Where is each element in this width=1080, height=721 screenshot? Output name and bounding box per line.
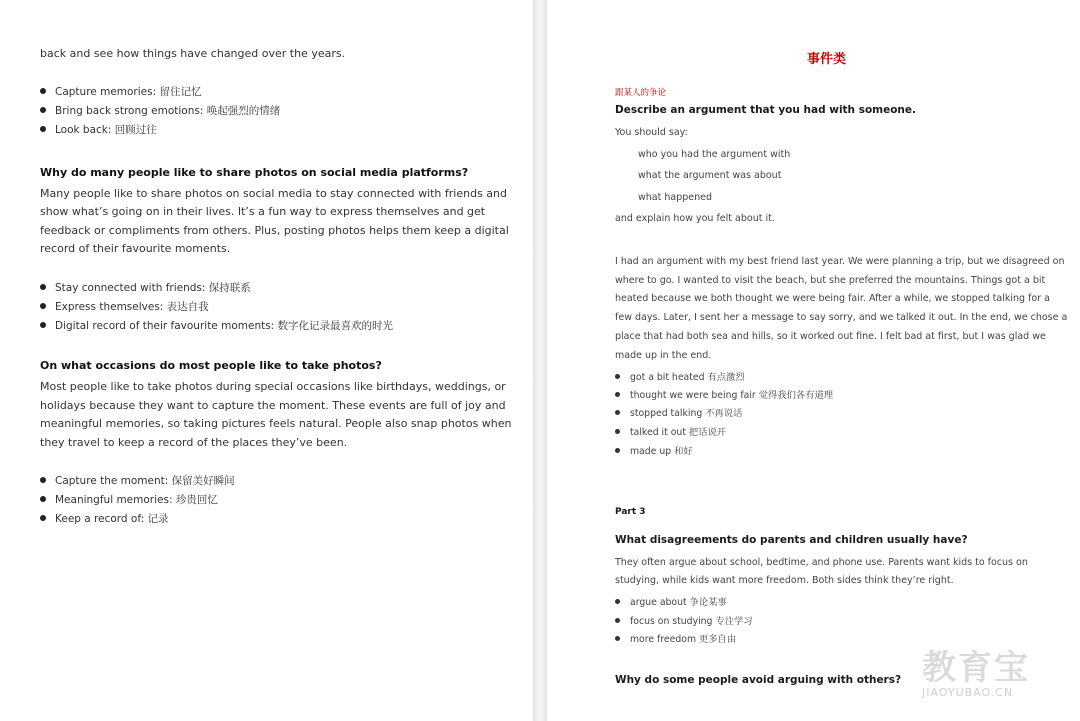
watermark-en: JIAOYUBAO.CN bbox=[922, 686, 1014, 699]
bullet-dot bbox=[615, 636, 620, 641]
watermark-cn: 教育宝 bbox=[922, 648, 1030, 688]
paragraph-line: holidays because they want to capture the moment. These events are full of joy and bbox=[40, 399, 506, 412]
bullet-item: thought we were being fair 觉得我们各有道理 bbox=[615, 387, 833, 401]
topic-label: 跟某人的争论 bbox=[615, 88, 667, 98]
answer-line: few days. Later, I sent her a message to say sorry, and we talked it out. In the end, we chose a bbox=[615, 312, 1068, 323]
bullet-dot bbox=[40, 284, 46, 290]
paragraph-line: Many people like to share photos on social media to stay connected with friends and bbox=[40, 187, 508, 200]
bullet-item: more freedom 更多自由 bbox=[615, 631, 736, 645]
question-heading: Why do some people avoid arguing with others? bbox=[615, 674, 902, 686]
section-title: 事件类 bbox=[807, 52, 847, 67]
cue-card-title: Describe an argument that you had with someone. bbox=[615, 104, 917, 116]
bullet-item: Keep a record of: 记录 bbox=[40, 511, 169, 526]
question-heading: Why do many people like to share photos on social media platforms? bbox=[40, 166, 469, 179]
bullet-dot bbox=[40, 515, 46, 521]
answer-line: They often argue about school, bedtime, and phone use. Parents want kids to focus on bbox=[615, 557, 1028, 568]
answer-line: heated because we both thought we were being fair. After a while, we stopped talking for a bbox=[615, 293, 1050, 304]
you-should-say: You should say: bbox=[615, 127, 688, 138]
bullet-item: argue about 争论某事 bbox=[615, 594, 727, 608]
question-heading: What disagreements do parents and children usually have? bbox=[615, 534, 968, 546]
cue-point: what happened bbox=[638, 192, 713, 203]
answer-line: studying, while kids want more freedom. Both sides think they’re right. bbox=[615, 575, 954, 586]
bullet-dot bbox=[40, 477, 46, 483]
paragraph-line: Most people like to take photos during special occasions like birthdays, weddings, or bbox=[40, 380, 506, 393]
answer-line: place that had both sea and hills, so it worked out fine. I felt bad at first, but I was glad we bbox=[615, 331, 1046, 342]
bullet-dot bbox=[615, 392, 620, 397]
bullet-item: talked it out 把话说开 bbox=[615, 424, 726, 438]
answer-line: made up in the end. bbox=[615, 350, 712, 361]
bullet-item: Express themselves: 表达自我 bbox=[40, 299, 209, 314]
bullet-item: Stay connected with friends: 保持联系 bbox=[40, 280, 251, 295]
cue-explain: and explain how you felt about it. bbox=[615, 213, 775, 224]
bullet-dot bbox=[615, 599, 620, 604]
bullet-item: Capture memories: 留住记忆 bbox=[40, 84, 201, 99]
intro-line: back and see how things have changed over the years. bbox=[40, 47, 346, 60]
part-label: Part 3 bbox=[615, 507, 646, 517]
paragraph-line: feedback or compliments from others. Plus, posting photos helps them keep a digital bbox=[40, 224, 509, 237]
bullet-item: stopped talking 不再说话 bbox=[615, 405, 742, 419]
bullet-dot bbox=[615, 618, 620, 623]
bullet-item: Bring back strong emotions: 唤起强烈的情绪 bbox=[40, 103, 280, 118]
bullet-dot bbox=[40, 126, 46, 132]
bullet-dot bbox=[615, 374, 620, 379]
bullet-item: Look back: 回顾过往 bbox=[40, 122, 157, 137]
bullet-item: got a bit heated 有点激烈 bbox=[615, 369, 745, 383]
paragraph-line: they travel to keep a record of the places they’ve been. bbox=[40, 436, 348, 449]
bullet-dot bbox=[615, 448, 620, 453]
bullet-item: Meaningful memories: 珍贵回忆 bbox=[40, 492, 218, 507]
bullet-dot bbox=[615, 410, 620, 415]
page-gutter bbox=[533, 0, 547, 721]
bullet-dot bbox=[40, 496, 46, 502]
cue-point: what the argument was about bbox=[638, 170, 782, 181]
answer-line: where to go. I wanted to visit the beach, but she preferred the mountains. Things got a bit bbox=[615, 275, 1046, 286]
question-heading: On what occasions do most people like to take photos? bbox=[40, 359, 382, 372]
cue-point: who you had the argument with bbox=[638, 149, 791, 160]
paragraph-line: show what’s going on in their lives. It’s a fun way to express themselves and get bbox=[40, 205, 486, 218]
answer-line: I had an argument with my best friend last year. We were planning a trip, but we disagreed on bbox=[615, 256, 1065, 267]
bullet-dot bbox=[40, 88, 46, 94]
bullet-dot bbox=[40, 107, 46, 113]
right-page bbox=[547, 0, 1080, 721]
bullet-item: focus on studying 专注学习 bbox=[615, 613, 753, 627]
left-page bbox=[0, 0, 533, 721]
watermark-logo bbox=[922, 640, 1062, 699]
bullet-item: Capture the moment: 保留美好瞬间 bbox=[40, 473, 235, 488]
bullet-dot bbox=[40, 303, 46, 309]
bullet-dot bbox=[615, 429, 620, 434]
paragraph-line: meaningful memories, so taking pictures feels natural. People also snap photos when bbox=[40, 417, 512, 430]
paragraph-line: record of their favourite moments. bbox=[40, 242, 231, 255]
bullet-item: made up 和好 bbox=[615, 443, 693, 457]
bullet-item: Digital record of their favourite moments: 数字化记录最喜欢的时光 bbox=[40, 318, 393, 333]
bullet-dot bbox=[40, 322, 46, 328]
